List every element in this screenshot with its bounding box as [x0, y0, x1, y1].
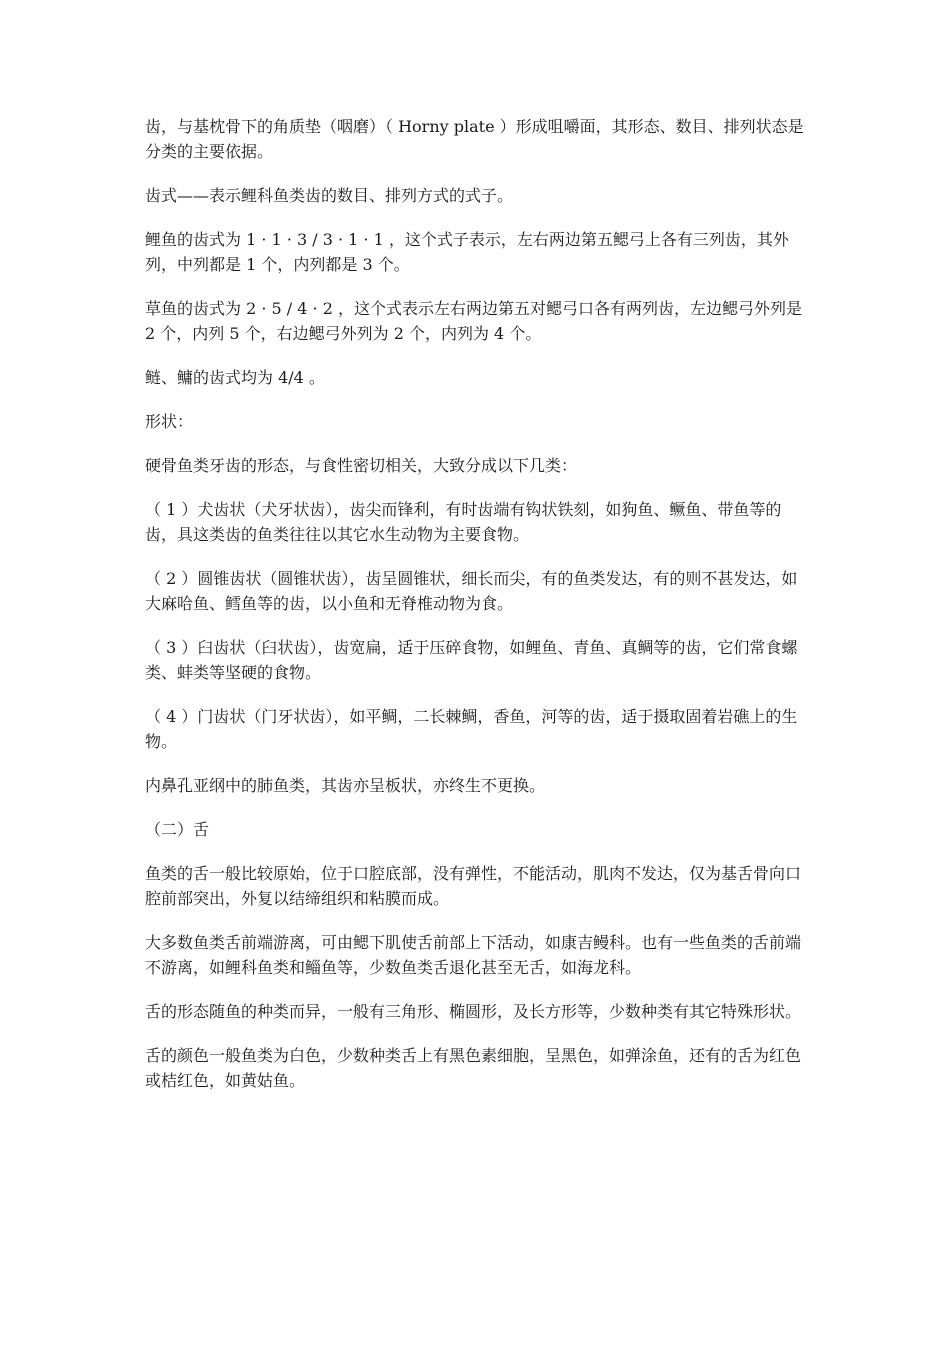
paragraph-incisor-teeth: （ 4 ）门齿状（门牙状齿），如平鲷，二长棘鲷，香鱼，河等的齿，适于摄取固着岩礁上的生物。 [145, 707, 798, 751]
document-body [145, 114, 813, 1112]
paragraph-tongue-shape: 舌的形态随鱼的种类而异，一般有三角形、椭圆形，及长方形等，少数种类有其它特殊形状。 [145, 1002, 802, 1021]
paragraph-lungfish-teeth: 内鼻孔亚纲中的肺鱼类，其齿亦呈板状，亦终生不更换。 [145, 776, 546, 795]
paragraph-grass-carp-dental-formula: 草鱼的齿式为 2 · 5 / 4 · 2 ，这个式表示左右两边第五对鳃弓口各有两列齿，左边鳃弓外列是 2 个，内列 5 个，右边鳃弓外列为 2 个，内列为 4 个。 [145, 299, 802, 343]
paragraph-carp-dental-formula: 鲤鱼的齿式为 1 · 1 · 3 / 3 · 1 · 1 ，这个式子表示，左右两边第五鳃弓上各有三列齿，其外列，中列都是 1 个，内列都是 3 个。 [145, 230, 789, 274]
paragraph-teeth-grinding-surface: 齿，与基枕骨下的角质垫（咽磨）（ Horny plate ）形成咀嚼面，其形态、数目、排列状态是分类的主要依据。 [145, 117, 804, 161]
paragraph-tongue-structure: 鱼类的舌一般比较原始，位于口腔底部，没有弹性，不能活动，肌肉不发达，仅为基舌骨向口腔前部突出，外复以结缔组织和粘膜而成。 [145, 864, 802, 908]
paragraph-silver-bighead-formula: 鲢、鳙的齿式均为 4/4 。 [145, 368, 325, 387]
paragraph-tongue-mobility: 大多数鱼类舌前端游离，可由鳃下肌使舌前部上下活动，如康吉鳗科。也有一些鱼类的舌前端不游离，如鲤科鱼类和鲻鱼等，少数鱼类舌退化甚至无舌，如海龙科。 [145, 933, 802, 977]
paragraph-dental-formula-definition: 齿式——表示鲤科鱼类齿的数目、排列方式的式子。 [145, 186, 514, 205]
paragraph-tongue-color: 舌的颜色一般鱼类为白色，少数种类舌上有黑色素细胞，呈黑色，如弹涂鱼，还有的舌为红色或桔红色，如黄姑鱼。 [145, 1046, 802, 1090]
paragraph-canine-teeth: （ 1 ）犬齿状（犬牙状齿），齿尖而锋利，有时齿端有钩状铁刻，如狗鱼、鳜鱼、带鱼等的齿，具这类齿的鱼类往往以其它水生动物为主要食物。 [145, 500, 782, 544]
paragraph-tooth-shape-intro: 硬骨鱼类牙齿的形态，与食性密切相关，大致分成以下几类： [145, 456, 578, 475]
paragraph-tongue-heading: （二）舌 [145, 820, 210, 839]
paragraph-conical-teeth: （ 2 ）圆锥齿状（圆锥状齿），齿呈圆锥状，细长而尖，有的鱼类发达，有的则不甚发达，如大麻哈鱼、鳕鱼等的齿，以小鱼和无脊椎动物为食。 [145, 569, 798, 613]
paragraph-molar-teeth: （ 3 ）臼齿状（臼状齿），齿宽扁，适于压碎食物，如鲤鱼、青鱼、真鲷等的齿，它们常食螺类、蚌类等坚硬的食物。 [145, 638, 798, 682]
paragraph-shape-heading: 形状： [145, 412, 194, 431]
